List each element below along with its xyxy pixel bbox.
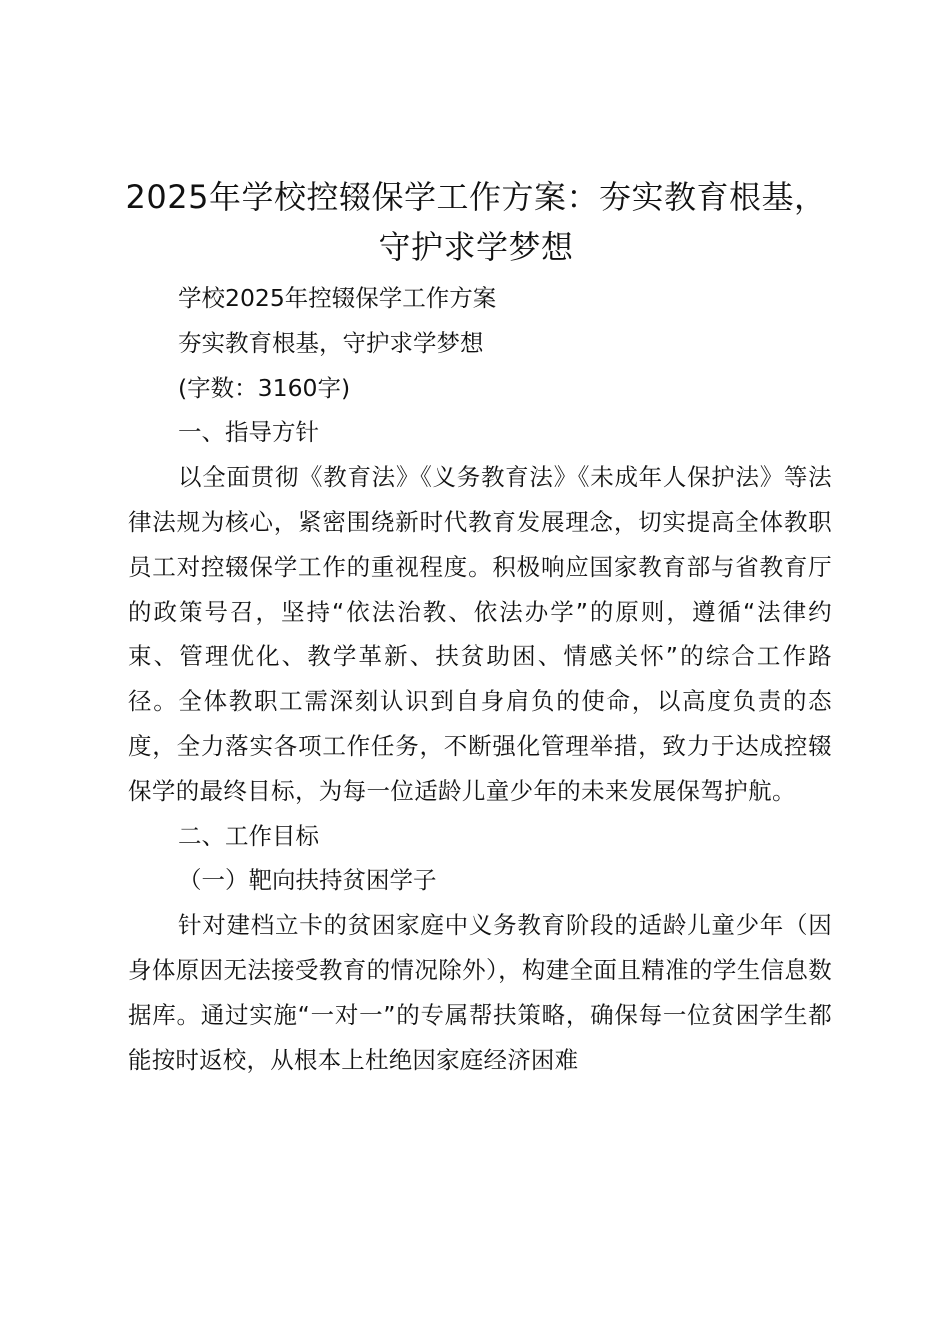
paragraph-guiding-principles: 以全面贯彻《教育法》《义务教育法》《未成年人保护法》等法律法规为核心，紧密围绕新时代教育发展理念，切实提高全体教职员工对控辍保学工作的重视程度。积极响应国家教育部与省教育厅的政策号召，坚持“依法治教、依法办学”的原则，遵循“法律约束、管理优化、教学革新、扶贫助困、情感关怀”的综合工作路径。全体教职工需深刻认识到自身肩负的使命，以高度负责的态度，全力落实各项工作任务，不断强化管理举措，致力于达成控辍保学的最终目标，为每一位适龄儿童少年的未来发展保驾护航。 <box>128 463 832 805</box>
subtitle-slogan: 夯实教育根基，守护求学梦想 <box>178 328 484 357</box>
subtitle-school-plan: 学校2025年控辍保学工作方案 <box>178 284 497 312</box>
document-title: 2025年学校控辍保学工作方案：夯实教育根基，守护求学梦想 <box>125 178 827 266</box>
word-count: (字数：3160字) <box>178 373 351 402</box>
document-body <box>128 276 832 1082</box>
section-heading-work-goals: 二、工作目标 <box>178 821 319 850</box>
subsection-heading-poverty-support: （一）靶向扶持贫困学子 <box>178 866 437 895</box>
section-heading-guiding-principles: 一、指导方针 <box>178 418 319 447</box>
paragraph-poverty-support: 针对建档立卡的贫困家庭中义务教育阶段的适龄儿童少年（因身体原因无法接受教育的情况除外），构建全面且精准的学生信息数据库。通过实施“一对一”的专属帮扶策略，确保每一位贫困学生都能按时返校，从根本上杜绝因家庭经济困难 <box>128 911 832 1074</box>
